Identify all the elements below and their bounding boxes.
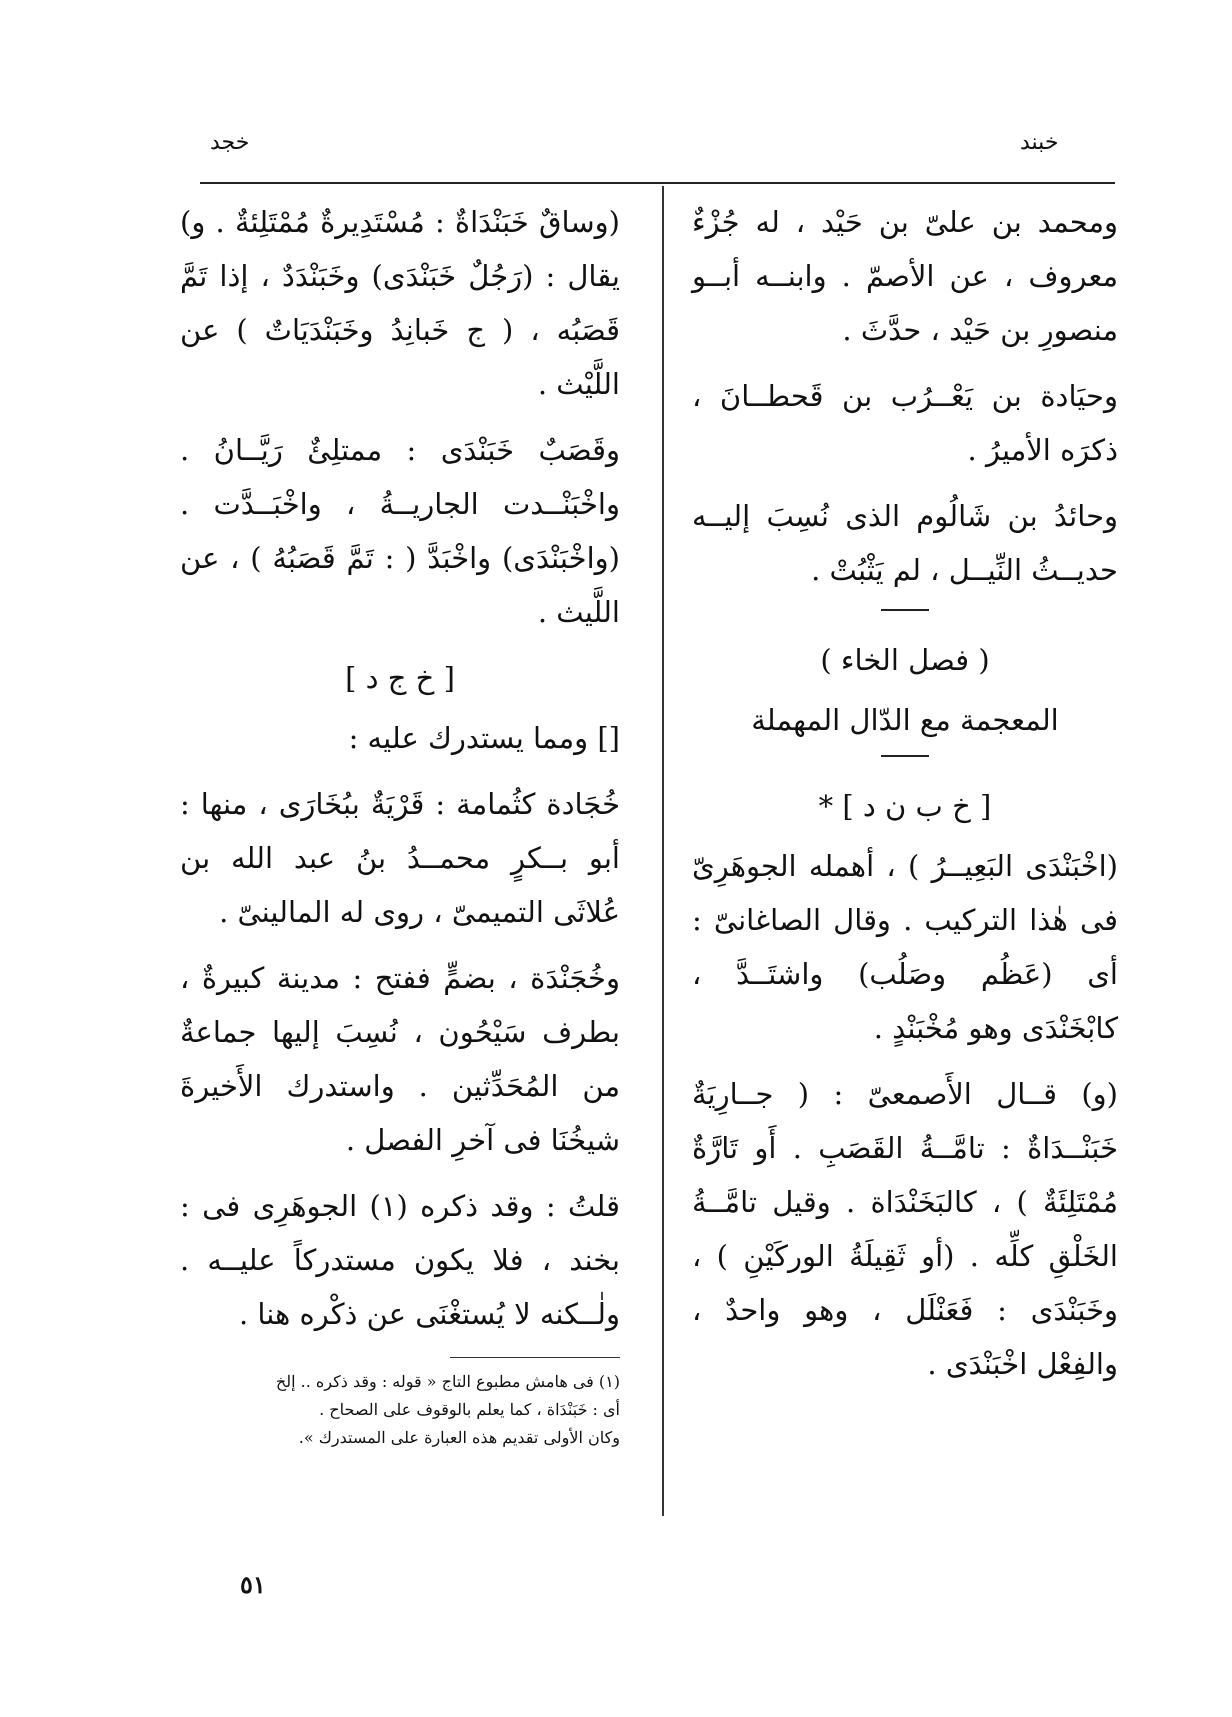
entry-paragraph: (و) قــال الأَصمعىّ : ( جــارِيَةٌ خَبَنْــدَاةٌ : تامَّــةُ القَصَبِ . أَو تَارَّةٌ مُمْتَلِئَةٌ ) ، كالبَخَنْدَاة . وقيل تامَّــةُ الخَلْقِ كلِّه . (أو ثَقِيلَةُ الوركَيْنِ ) ، وخَبَنْدَى : فَعَنْلَل ، وهو واحدٌ ، والفِعْل اخْبَنْدَى . bbox=[692, 1077, 1118, 1381]
entry-paragraph: ومحمد بن علىّ بن حَيْد ، له جُزْءٌ معروف ، عن الأصمّ . وابنــه أبــو منصورِ بن حَيْد ، حدَّثَ . bbox=[692, 205, 1118, 347]
entry-paragraph: قلتُ : وقد ذكره (١) الجوهَرِى فى : بخند ، فلا يكون مستدركاً عليــه . ولٰــكنه لا يُستغْنَى عن ذكْره هنا . bbox=[180, 1189, 620, 1331]
root-heading: [ خ ج د ] bbox=[345, 661, 455, 695]
entry-paragraph: وقَصَبٌ خَبَنْدَى : ممتلِئٌ رَيَّــانُ . واخْبَنْــدت الجاريــةُ ، واخْبَــدَّت . (واخْبَنْدَى) واخْبَدَّ ( : تَمَّ قَصَبُهُ ) ، عن اللَّيث . bbox=[180, 433, 620, 629]
footnote-rule bbox=[450, 1357, 620, 1358]
entry-paragraph: وحائدُ بن شَالُوم الذى نُسِبَ إليــه حديــثُ النِّيــل ، لم يَثْبُتْ . bbox=[692, 499, 1118, 587]
right-column bbox=[692, 195, 1118, 1403]
section-separator bbox=[881, 755, 929, 757]
page-number: ٥١ bbox=[240, 1570, 266, 1599]
entry-paragraph: (وساقٌ خَبَنْدَاةٌ : مُسْتَدِيرةٌ مُمْتَلِئةٌ . و) يقال : (رَجُلٌ خَبَنْدَى) وخَبَنْدَدٌ ، إذا تَمَّ قَصَبُه ، ( ج خَبانِدُ وخَبَنْدَيَاتٌ ) عن اللَّيْث . bbox=[180, 205, 620, 401]
column-divider bbox=[662, 186, 664, 1516]
footnote bbox=[180, 1368, 620, 1452]
root-heading: [ خ ب ن د ] * bbox=[818, 789, 992, 823]
section-separator bbox=[881, 609, 929, 611]
footnote-line: (١) فى هامش مطبوع التاج « قوله : وقد ذكره .. إلخ bbox=[275, 1372, 620, 1391]
entry-paragraph: وخُجَنْدَة ، بضمٍّ ففتح : مدينة كبيرةٌ ، بطرف سَيْحُون ، نُسِبَ إليها جماعةٌ من المُحَدِّثين . واستدرك الأَخيرةَ شيخُنَا فى آخرِ الفصل . bbox=[180, 961, 620, 1157]
footnote-line: وكان الأولى تقديم هذه العبارة على المستدرك ». bbox=[298, 1428, 620, 1447]
entry-paragraph: [] ومما يستدرك عليه : bbox=[348, 721, 620, 755]
entry-paragraph: خُجَادة كثُمامة : قَرْيَةٌ ببُخَارَى ، منها : أبو بــكرٍ محمــدُ بنُ عبد الله بن عُلاثَى التميمىّ ، روى له المالينىّ . bbox=[180, 787, 620, 929]
left-column bbox=[180, 195, 620, 1452]
running-header-right: خبند bbox=[1020, 130, 1059, 155]
running-header-left: خجد bbox=[210, 130, 250, 155]
header-rule bbox=[200, 182, 1115, 184]
section-title: ( فصل الخاء ) bbox=[820, 643, 990, 677]
entry-paragraph: وحيَادة بن يَعْــرُب بن قَحطــانَ ، ذكرَه الأميرُ . bbox=[692, 379, 1118, 467]
footnote-line: أى : خَبَنْدَاة ، كما يعلم بالوقوف على الصحاح . bbox=[319, 1400, 620, 1419]
section-subtitle: المعجمة مع الدّال المهملة bbox=[751, 703, 1059, 737]
entry-paragraph: (اخْبَنْدَى البَعِيــرُ ) ، أهمله الجوهَرِىّ فى هٰذا التركيب . وقال الصاغانىّ : أى (عَظُم وصَلُب) واشتَــدَّ ، كابْخَنْدَى وهو مُخْبَنْدٍ . bbox=[692, 849, 1118, 1045]
